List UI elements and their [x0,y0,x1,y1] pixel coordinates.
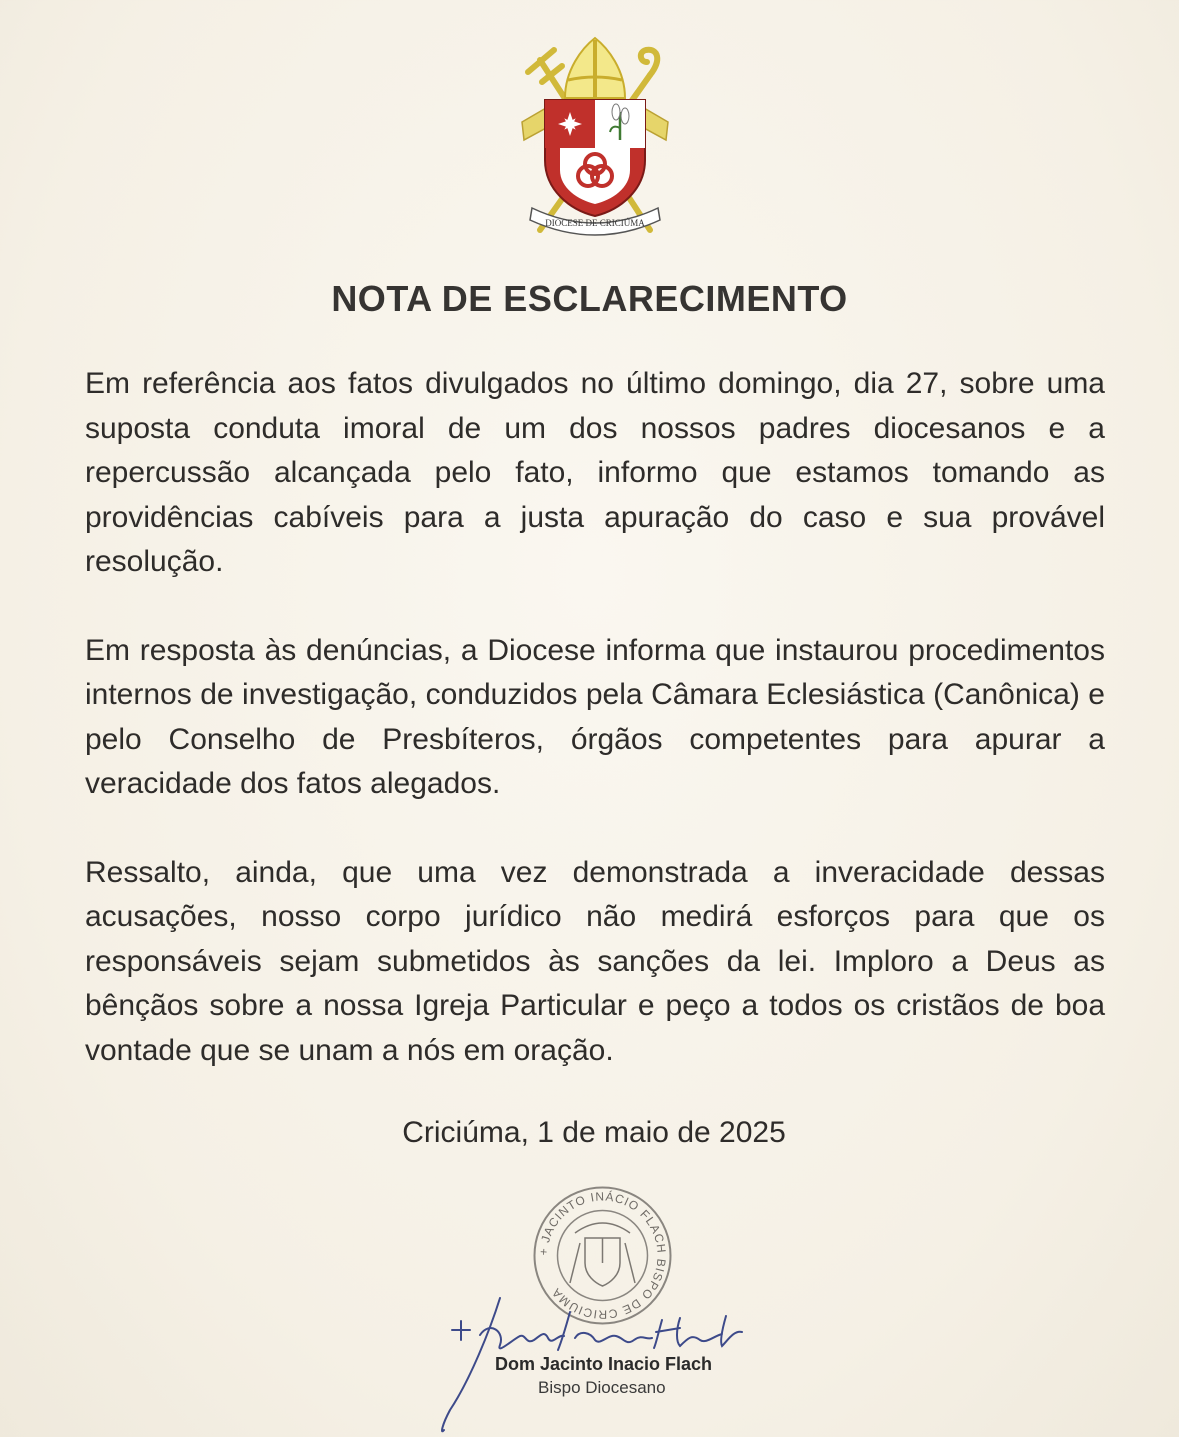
seal-shield-icon [570,1223,635,1286]
crest-ribbon-text: DIOCESE DE CRICIÚMA [545,218,645,228]
paragraph-3: Ressalto, ainda, que uma vez demonstrada a inveracidade dessas acusações, nosso corpo jurídico não medirá esforços para que os responsáveis sejam submetidos às sanções da lei. Imploro a Deus as bênçãos sobre a nossa Igreja Particular e peço a todos os cristãos de boa vontade que se unam a nós em oração. [85,855,1105,1067]
page-title: NOTA DE ESCLARECIMENTO [331,278,848,319]
signer-name: Dom Jacinto Inacio Flach [495,1354,713,1374]
paragraph-2: Em resposta às denúncias, a Diocese informa que instaurou procedimentos internos de investigação, conduzidos pela Câmara Eclesiástica (Canônica) e pelo Conselho de Presbíteros, órgãos competentes para apurar a veracidade dos fatos alegados. [85,633,1105,800]
seal-text: + JACINTO INÁCIO FLACH BISPO DE CRICIÚMA [536,1189,669,1322]
signer-role: Bispo Diocesano [538,1378,666,1397]
paragraph-1: Em referência aos fatos divulgados no último domingo, dia 27, sobre uma suposta conduta imoral de um dos nossos padres diocesanos e a repercussão alcançada pelo fato, informo que estamos tomando as providências cabíveis para a justa apuração do caso e sua provável resolução. [85,367,1105,578]
diocese-coat-of-arms [510,30,680,240]
mitre-icon [565,38,625,98]
body-text [85,362,1105,1117]
date-line: Criciúma, 1 de maio de 2025 [402,1116,786,1149]
